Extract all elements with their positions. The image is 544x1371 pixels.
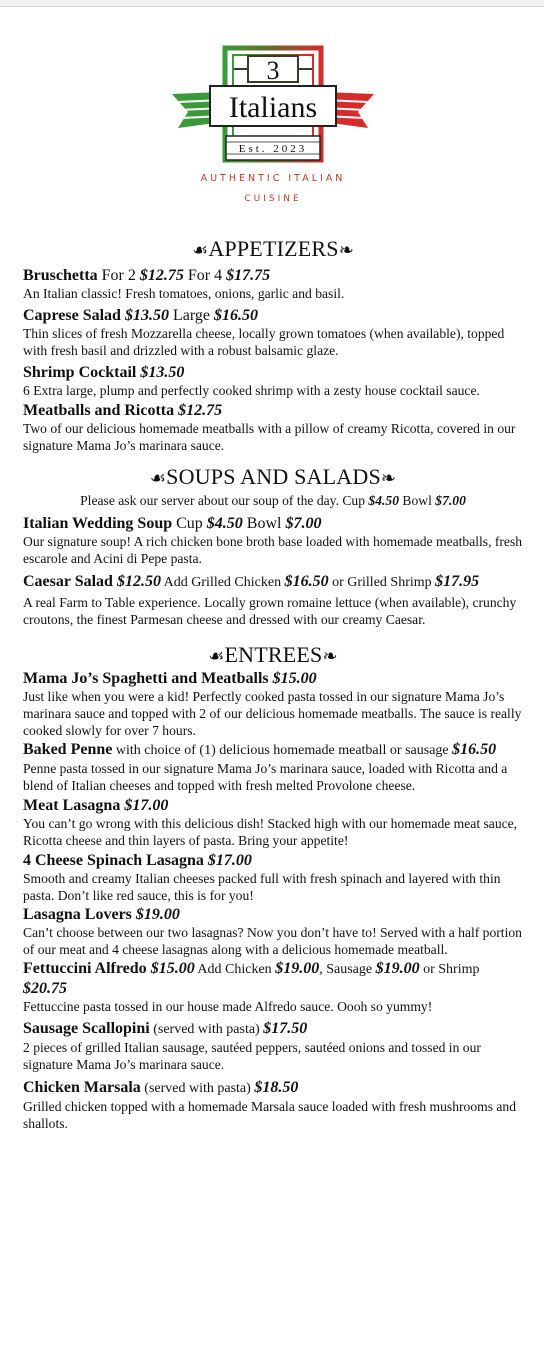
ornament-left-icon: ☙	[192, 240, 209, 260]
menu-item-bruschetta: Bruschetta For 2 $12.75 For 4 $17.75 An Italian classic! Fresh tomatoes, onions, garlic and basil.	[23, 266, 523, 302]
ornament-left-icon: ☙	[149, 468, 167, 488]
price: $19.00	[275, 960, 320, 977]
item-description: Grilled chicken topped with a homemade Marsala sauce loaded with fresh mushrooms and shallots.	[23, 1099, 517, 1131]
item-description: Our signature soup! A rich chicken bone broth base loaded with homemade meatballs, fresh escarole and Acini di Pepe pasta.	[23, 534, 523, 566]
price: $20.75	[23, 980, 67, 997]
item-description: Thin slices of fresh Mozzarella cheese, locally grown tomatoes (when available), topped with fresh basil and drizzled with a robust balsamic glaze.	[23, 326, 505, 358]
price: $15.00	[150, 960, 195, 977]
menu-item-meatballs-ricotta: Meatballs and Ricotta $12.75 Two of our delicious homemade meatballs with a pillow of creamy Ricotta, covered in our signature Mama Jo’s marinara sauce.	[23, 401, 523, 454]
item-description: Two of our delicious homemade meatballs with a pillow of creamy Ricotta, covered in our signature Mama Jo’s marinara sauce.	[23, 421, 516, 453]
price: $18.50	[254, 1079, 299, 1096]
restaurant-logo	[168, 40, 378, 215]
item-description: A real Farm to Table experience. Locally grown romaine lettuce (when available), crunchy croutons, the finest Parmesan cheese and dressed with our creamy Caesar.	[23, 595, 517, 627]
price: $19.00	[135, 906, 180, 923]
section-title-entrees: ☙ENTREES❧	[208, 642, 338, 667]
item-description: 2 pieces of grilled Italian sausage, sautéed peppers, sautéed onions and tossed in our signature Mama Jo’s marinara sauce.	[23, 1040, 481, 1072]
top-edge	[0, 0, 544, 7]
price: $12.50	[116, 573, 161, 590]
menu-item-baked-penne: Baked Penne with choice of (1) delicious homemade meatball or sausage $16.50 Penne pasta tossed in our signature Mama Jo’s marinara sauce, loaded with Ricotta and a blend of Italian cheeses and topped with fresh melted Provolone cheese.	[23, 740, 523, 794]
logo-name: Italians	[228, 91, 318, 124]
logo-tagline-1: AUTHENTIC ITALIAN	[200, 173, 346, 184]
section-title-appetizers: ☙APPETIZERS❧	[192, 236, 354, 261]
logo-number: 3	[266, 56, 280, 85]
menu-item-caesar-salad: Caesar Salad $12.50 Add Grilled Chicken $16.50 or Grilled Shrimp $17.95 A real Farm to Table experience. Locally grown romaine lettuce (when available), crunchy croutons, the finest Parmesan cheese and dressed with our creamy Caesar.	[23, 572, 523, 628]
price: $12.75	[178, 402, 223, 419]
item-description: An Italian classic! Fresh tomatoes, onions, garlic and basil.	[23, 286, 345, 301]
item-description: Smooth and creamy Italian cheeses packed full with fresh spinach and layered with thin pasta. Don’t like red sauce, this is for you!	[23, 871, 501, 903]
menu-item-spinach-lasagna: 4 Cheese Spinach Lasagna $17.00 Smooth and creamy Italian cheeses packed full with fresh spinach and layered with thin pasta. Don’t like red sauce, this is for you!	[23, 851, 523, 904]
menu-item-chicken-marsala: Chicken Marsala (served with pasta) $18.50 Grilled chicken topped with a homemade Marsala sauce loaded with fresh mushrooms and shallots.	[23, 1078, 523, 1132]
menu-item-spaghetti-meatballs: Mama Jo’s Spaghetti and Meatballs $15.00 Just like when you were a kid! Perfectly cooked pasta tossed in our signature Mama Jo’s marinara sauce and topped with 2 of our delicious homemade meatballs. The sauce is really cooked slowly for over 7 hours.	[23, 670, 522, 738]
menu-item-lasagna-lovers: Lasagna Lovers $19.00 Can’t choose between our two lasagnas? Now you don’t have to! Served with a half portion of our meat and 4 cheese lasagnas along with a delicious homemade meatball.	[23, 906, 522, 957]
item-description: Fettuccine pasta tossed in our house made Alfredo sauce. Oooh so yummy!	[23, 999, 433, 1014]
item-description: Can’t choose between our two lasagnas? Now you don’t have to! Served with a half portion of our meat and 4 cheese lasagnas along with a delicious homemade meatball.	[23, 925, 522, 957]
price: $19.00	[375, 960, 420, 977]
ornament-right-icon: ❧	[380, 468, 397, 488]
price: $17.00	[124, 797, 169, 814]
price: $17.00	[207, 852, 252, 869]
price: $7.00	[285, 515, 322, 532]
price: $7.00	[435, 493, 466, 508]
menu-item-sausage-scallopini: Sausage Scallopini (served with pasta) $17.50 2 pieces of grilled Italian sausage, sautéed peppers, sautéed onions and tossed in our signature Mama Jo’s marinara sauce.	[23, 1019, 523, 1073]
price: $17.75	[226, 267, 271, 284]
logo-tagline-2: CUISINE	[244, 194, 302, 204]
item-description: 6 Extra large, plump and perfectly cooked shrimp with a zesty house cocktail sauce.	[23, 383, 480, 398]
price: $4.50	[206, 515, 243, 532]
price: $15.00	[272, 670, 317, 687]
price: $13.50	[124, 307, 169, 324]
menu-item-caprese-salad: Caprese Salad $13.50 Large $16.50 Thin slices of fresh Mozzarella cheese, locally grown tomatoes (when available), topped with fresh basil and drizzled with a robust balsamic glaze.	[23, 306, 523, 359]
menu-item-meat-lasagna: Meat Lasagna $17.00 You can’t go wrong with this delicious dish! Stacked high with our homemade meat sauce, Ricotta cheese and thin layers of pasta. Bring your appetite!	[23, 796, 523, 849]
price: $17.50	[263, 1020, 308, 1037]
price: $16.50	[284, 573, 329, 590]
price: $12.75	[139, 267, 184, 284]
price: $4.50	[368, 493, 400, 508]
item-description: Just like when you were a kid! Perfectly cooked pasta tossed in our signature Mama Jo’s marinara sauce and topped with 2 of our delicious homemade meatballs. The sauce is really cooked slowly for over 7 hours.	[23, 689, 522, 738]
menu-content	[23, 236, 523, 1132]
menu-item-shrimp-cocktail: Shrimp Cocktail $13.50 6 Extra large, plump and perfectly cooked shrimp with a zesty house cocktail sauce.	[23, 363, 523, 399]
price: $16.50	[452, 741, 497, 758]
ornament-right-icon: ❧	[322, 646, 338, 666]
price: $17.95	[435, 573, 480, 590]
item-description: Penne pasta tossed in our signature Mama Jo’s marinara sauce, loaded with Ricotta and a blend of Italian cheeses and topped with fresh melted Provolone cheese.	[23, 761, 508, 793]
ornament-right-icon: ❧	[338, 240, 354, 260]
soup-of-day-note: Please ask our server about our soup of the day. Cup $4.50 Bowl $7.00	[80, 493, 466, 508]
item-description: You can’t go wrong with this delicious dish! Stacked high with our homemade meat sauce, Ricotta cheese and thin layers of pasta. Bring your appetite!	[23, 816, 518, 848]
logo-established: Est. 2023	[238, 143, 308, 155]
price: $13.50	[140, 364, 185, 381]
ornament-left-icon: ☙	[208, 646, 225, 666]
price: $16.50	[213, 307, 258, 324]
menu-item-italian-wedding-soup: Italian Wedding Soup Cup $4.50 Bowl $7.00 Our signature soup! A rich chicken bone broth base loaded with homemade meatballs, fresh escarole and Acini di Pepe pasta.	[23, 515, 523, 566]
section-title-soups-salads: ☙SOUPS AND SALADS❧	[149, 464, 397, 489]
menu-item-fettuccini-alfredo: Fettuccini Alfredo $15.00 Add Chicken $19.00, Sausage $19.00 or Shrimp $20.75 Fettuccine pasta tossed in our house made Alfredo sauce. Oooh so yummy!	[23, 959, 523, 1015]
